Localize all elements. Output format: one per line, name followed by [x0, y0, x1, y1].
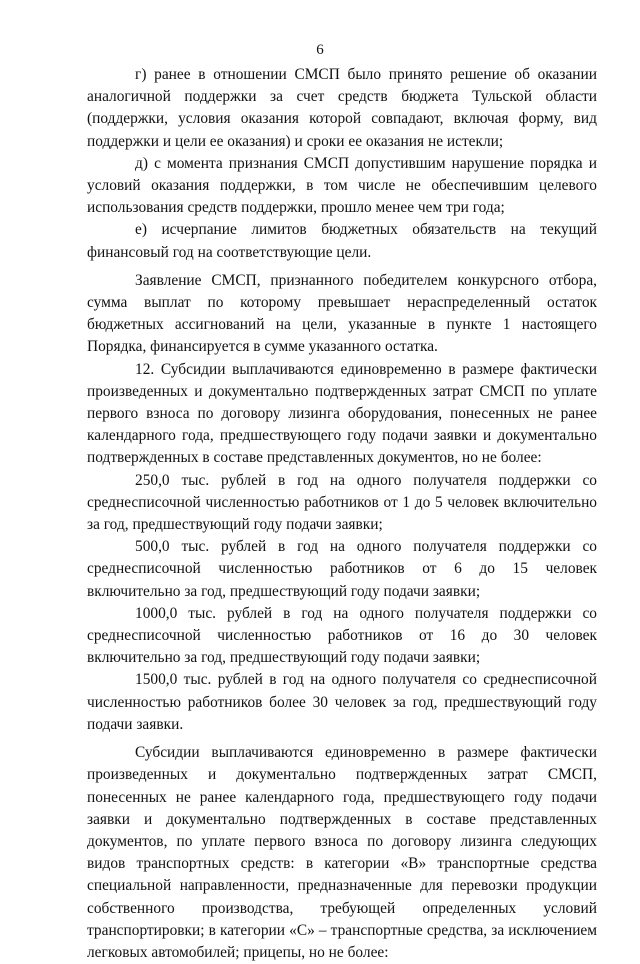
paragraph-clause-12: 12. Субсидии выплачиваются единовременно в размере фактически произведенных и документально подтвержденных затрат СМСП по уплате первого взноса по договору лизинга оборудования, понесенных не ранее календарного года, предшествующего году подачи заявки и документально подтвержденных в составе представленных документов, но не более: [87, 360, 597, 467]
page-number: 6 [316, 42, 324, 58]
document-body [87, 64, 597, 964]
paragraph-item-g: г) ранее в отношении СМСП было принято решение об оказании аналогичной поддержки за счет средств бюджета Тульской области (поддержки, условия оказания которой совпадают, включая форму, вид поддержки и цели ее оказания) и сроки ее оказания не истекли; [87, 66, 597, 150]
paragraph-limit-250: 250,0 тыс. рублей в год на одного получателя поддержки со среднесписочной численностью работников от 1 до 5 человек включительно за год, предшествующий году подачи заявки; [87, 471, 597, 534]
paragraph-limit-1000: 1000,0 тыс. рублей в год на одного получателя поддержки со среднесписочной численностью работников от 16 до 30 человек включительно за год, предшествующий году подачи заявки; [87, 604, 597, 667]
paragraph-limit-1500: 1500,0 тыс. рублей в год на одного получателя со среднесписочной численностью работников более 30 человек за год, предшествующий году подачи заявки. [87, 671, 597, 733]
paragraph-limit-500: 500,0 тыс. рублей в год на одного получателя поддержки со среднесписочной численностью работников от 6 до 15 человек включительно за год, предшествующий году подачи заявки; [87, 538, 597, 600]
paragraph-transport-subsidies: Субсидии выплачиваются единовременно в размере фактически произведенных и документально подтвержденных затрат СМСП, понесенных не ранее календарного года, предшествующего году подачи заявки и документально подтвержденных в составе представленных документов, по уплате первого взноса по договору лизинга следующих видов транспортных средств: в категории «В» транспортные средства специальной направленности, предназначенные для перевозки продукции собственного производства, требующей определенных условий транспортировки; в категории «С» – транспортные средства, за исключением легковых автомобилей; прицепы, но не более: [87, 744, 597, 961]
paragraph-remaining-balance: Заявление СМСП, признанного победителем конкурсного отбора, сумма выплат по которому превышает нераспределенный остаток бюджетных ассигнований на цели, указанные в пункте 1 настоящего Порядка, финансируется в сумме указанного остатка. [87, 271, 597, 356]
paragraph-item-d: д) с момента признания СМСП допустившим нарушение порядка и условий оказания поддержки, в том числе не обеспечившим целевого использования средств поддержки, прошло менее чем три года; [87, 154, 597, 217]
paragraph-item-e: е) исчерпание лимитов бюджетных обязательств на текущий финансовый год на соответствующие цели. [87, 221, 597, 261]
